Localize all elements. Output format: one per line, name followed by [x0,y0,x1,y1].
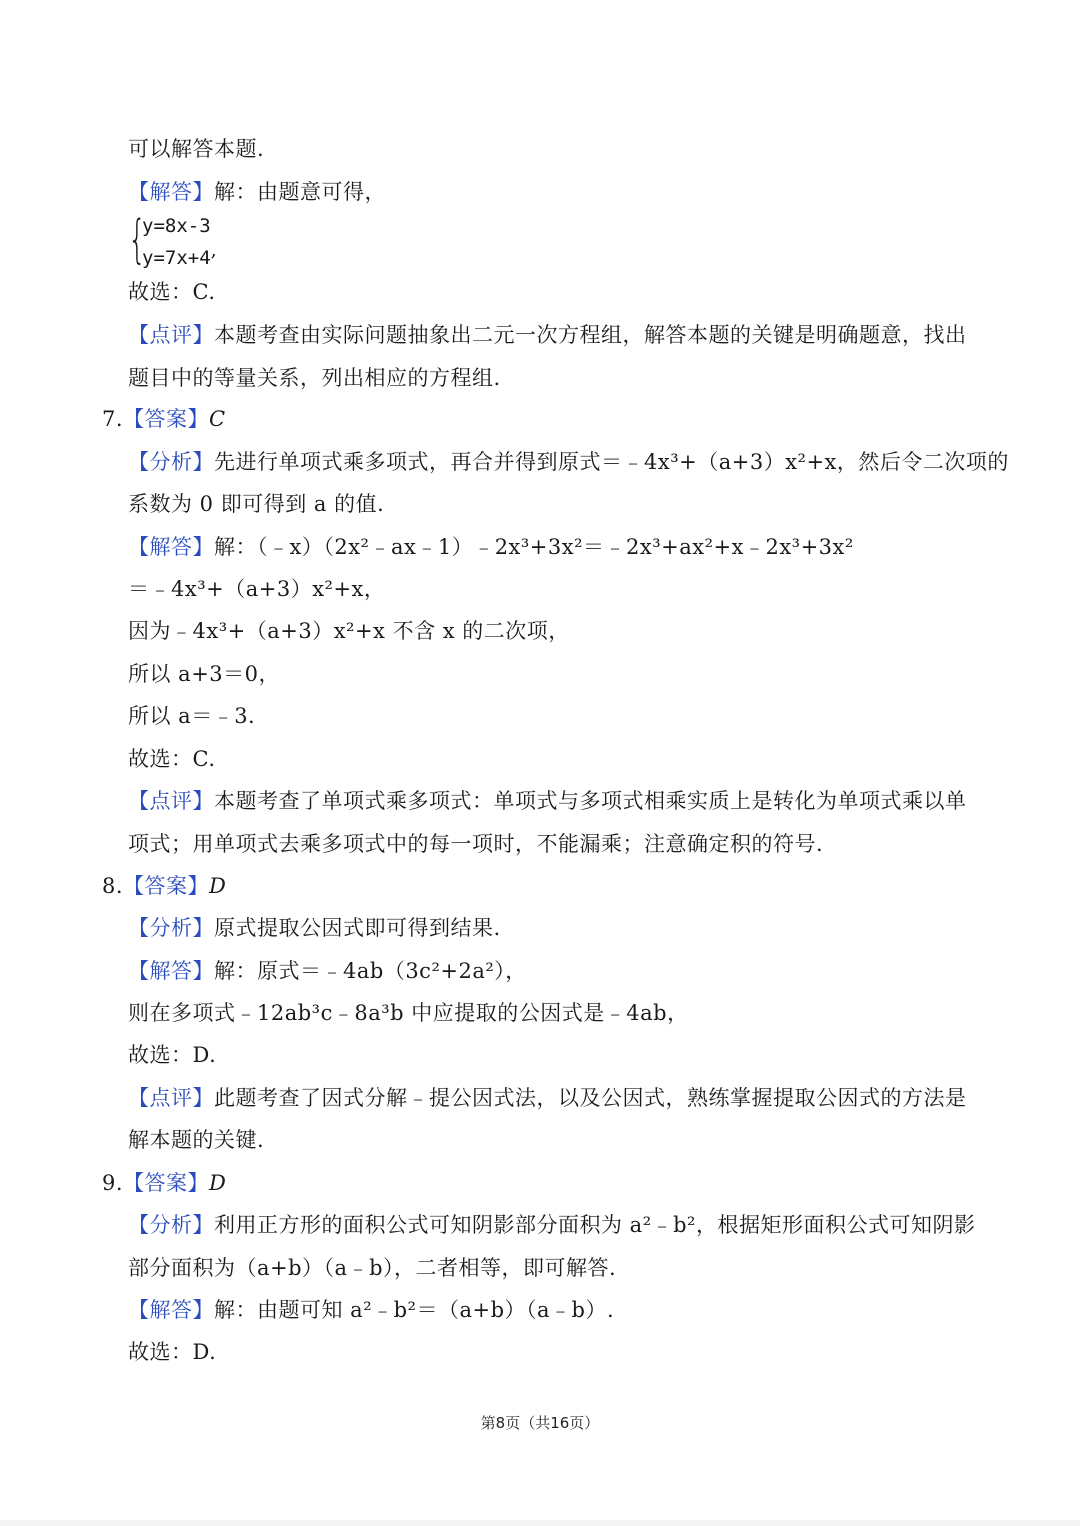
section-tag: 【点评】 [128,789,214,813]
text-line [128,1295,614,1325]
equation-text: y=7x+4 [142,247,211,269]
question-8-answer [102,871,226,901]
text-line: 部分面积为（a+b）（a﹣b），二者相等，即可解答. [128,1256,617,1280]
equation [142,239,217,270]
section-tag: 【解答】 [128,180,214,204]
page-number-footer: 第8页（共16页） [480,1414,600,1432]
text-line: 系数为 0 即可得到 a 的值. [128,492,385,516]
text-line: 所以 a＝﹣3. [128,704,256,728]
text-content: 此题考查了因式分解﹣提公因式法，以及公因式，熟练掌握提取公因式的方法是 [214,1086,967,1110]
text-line: 则在多项式﹣12ab³c﹣8a³b 中应提取的公因式是﹣4ab， [128,1001,689,1025]
text-line [128,447,1009,477]
section-tag: 【解答】 [128,959,214,983]
text-line: 可以解答本题. [128,137,265,161]
text-content: 解：由题意可得， [214,180,386,204]
text-content: 解：由题可知 a²﹣b²＝（a+b）（a﹣b）. [214,1298,615,1322]
section-tag: 【点评】 [128,1086,214,1110]
section-tag: 【答案】 [123,1171,210,1195]
section-tag: 【分析】 [128,450,214,474]
page-bottom-edge [0,1520,1080,1526]
question-9-answer [102,1168,226,1198]
text-line [128,532,854,562]
text-line [128,320,967,350]
text-line: 解本题的关键. [128,1128,265,1152]
text-line: 项式；用单项式去乘多项式中的每一项时，不能漏乘；注意确定积的符号. [128,832,824,856]
text-content: 利用正方形的面积公式可知阴影部分面积为 a²﹣b²，根据矩形面积公式可知阴影 [214,1213,976,1237]
text-line: ＝﹣4x³+（a+3）x²+x， [128,577,386,601]
section-tag: 【解答】 [128,1298,214,1322]
section-tag: 【分析】 [128,916,214,940]
section-tag: 【答案】 [123,874,210,898]
answer-letter: D [209,874,227,898]
answer-letter: D [209,1171,227,1195]
text-content: 解：原式＝﹣4ab（3c²+2a²）， [214,959,527,983]
text-line: 因为﹣4x³+（a+3）x²+x 不含 x 的二次项， [128,619,570,643]
brace-symbol: { [128,210,147,270]
question-number: 7. [102,407,124,431]
section-tag: 【点评】 [128,323,214,347]
text-line: 所以 a+3＝0， [128,662,281,686]
section-tag: 【解答】 [128,535,214,559]
text-line [128,1210,975,1240]
text-line: 故选：C. [128,747,216,771]
text-content: 原式提取公因式即可得到结果. [214,916,501,940]
text-line [128,1083,967,1113]
text-line [128,786,967,816]
section-tag: 【答案】 [123,407,210,431]
text-line: 故选：D. [128,1043,217,1067]
question-7-answer [102,404,226,434]
question-number: 8. [102,874,124,898]
text-content: 本题考查了单项式乘多项式：单项式与多项式相乘实质上是转化为单项式乘以单 [214,789,967,813]
equation-comma: , [210,239,217,261]
text-content: 本题考查由实际问题抽象出二元一次方程组，解答本题的关键是明确题意，找出 [214,323,967,347]
text-content: 先进行单项式乘多项式，再合并得到原式＝﹣4x³+（a+3）x²+x，然后令二次项的 [214,450,1009,474]
text-line [128,913,501,943]
text-content: 解：（﹣x）（2x²﹣ax﹣1）﹣2x³+3x²＝﹣2x³+ax²+x﹣2x³+3x² [214,535,854,559]
equation: y=8x-3 [142,215,211,237]
section-tag: 【分析】 [128,1213,214,1237]
answer-letter: C [209,407,226,431]
question-number: 9. [102,1171,124,1195]
text-line: 故选：D. [128,1340,217,1364]
text-line [128,177,386,207]
text-line [128,956,527,986]
text-line: 故选：C. [128,280,216,304]
text-line: 题目中的等量关系，列出相应的方程组. [128,366,501,390]
equation-system [128,212,328,274]
